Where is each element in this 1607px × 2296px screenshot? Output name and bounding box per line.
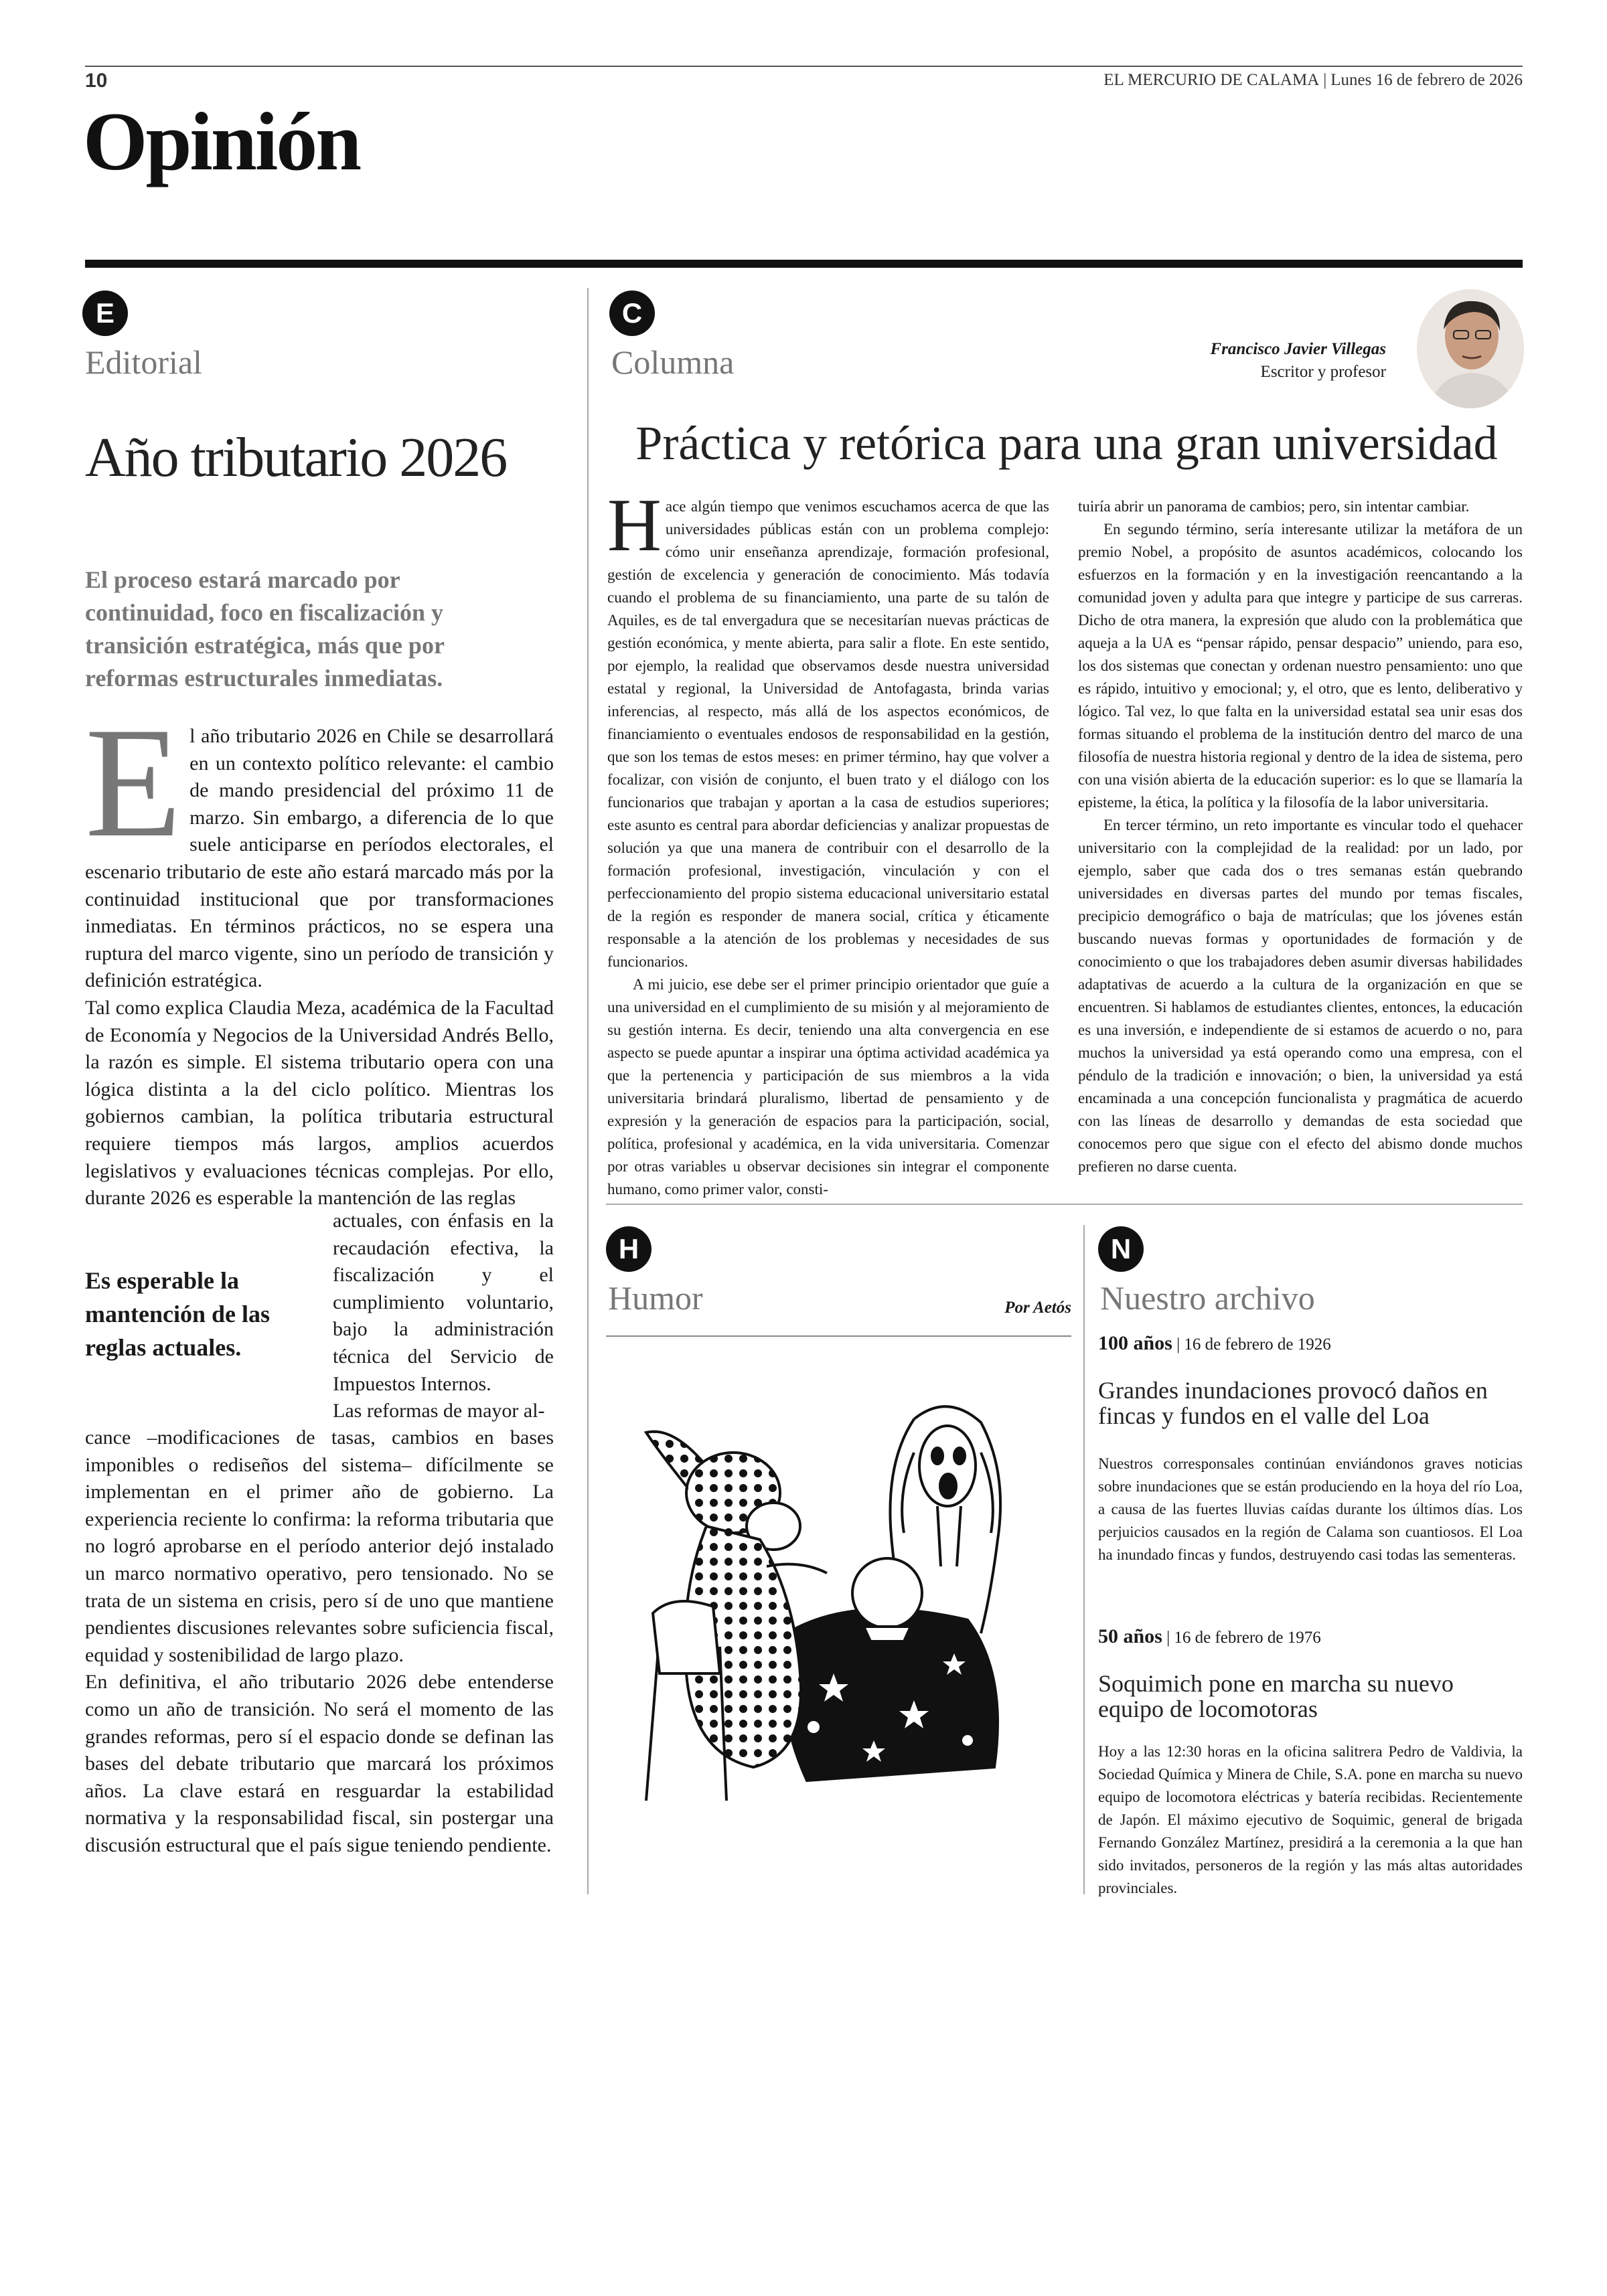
column-divider	[587, 288, 589, 1894]
editorial-pullquote: Es esperable la mantención de las reglas actuales.	[85, 1267, 271, 1361]
archive-item-body: Hoy a las 12:30 horas en la oficina salitrera Pedro de Valdivia, la Sociedad Química y Minera de Chile, S.A. pone en marcha su nuevo equipo de locomotora eléctricas y batería recibidas. Recientemente de Japón. El máximo ejecutivo de Soquimic, general de brigada Fernando González Martínez, presidirá a la ceremonia a la que han sido invitados, personeros de la región y las más altas autoridades provinciales.	[1098, 1743, 1523, 1896]
editorial-body-bottom	[85, 1424, 554, 1860]
archive-item-date-line: 50 años | 16 de febrero de 1976	[1098, 1625, 1321, 1647]
humor-archive-divider	[1083, 1225, 1085, 1894]
archive-item-date: 16 de febrero de 1926	[1184, 1335, 1331, 1354]
editorial-badge: E	[82, 291, 128, 336]
page-number: 10	[85, 70, 108, 92]
humor-kicker: Humor	[608, 1279, 703, 1317]
editorial-paragraph: Tal como explica Claudia Meza, académica de la Facultad de Economía y Negocios de la Universidad Andrés Bello, la razón es simple. El sistema tributario opera con una lógica distinta a la del ciclo político. Mientras los gobiernos cambian, la política tributaria estructural requiere tiempos más largos, amplios acuerdos legislativos y evaluaciones técnicas complejas. Por ello, durante 2026 es esperable la mantención de las reglas	[85, 996, 554, 1210]
column-paragraph: tuiría abrir un panorama de cambios; pero, sin intentar cambiar.	[1078, 498, 1470, 515]
editorial-paragraph: actuales, con énfasis en la recaudación efectiva, la fiscalización y el cumplimiento voluntario, bajo la administración técnica del Servicio de Impuestos Internos.	[333, 1210, 554, 1395]
editorial-paragraph: l año tributario 2026 en Chile se desarrollará en un contexto político relevante: el cambio de mando presidencial del próximo 11 de marzo. Sin embargo, a diferencia de lo que suele anticiparse en períodos electorales, el escenario tributario de este año estará marcado más por la continuidad institucional que por transformaciones inmediatas. En términos prácticos, no se espera una ruptura del marco vigente, sino un período de transición y definición estratégica.	[85, 725, 554, 992]
issue-date: Lunes 16 de febrero de 2026	[1330, 71, 1523, 89]
humor-badge: H	[606, 1226, 652, 1272]
editorial-title: Año tributario 2026	[85, 426, 507, 489]
archive-item-date: 16 de febrero de 1976	[1174, 1629, 1321, 1647]
editorial-paragraph: Las reformas de mayor al-	[333, 1400, 545, 1422]
section-rule	[85, 260, 1523, 268]
column-author: Francisco Javier Villegas	[1210, 340, 1386, 358]
archive-item-label: 50 años	[1098, 1625, 1162, 1647]
humor-rule	[606, 1335, 1071, 1337]
section-title: Opinión	[83, 96, 360, 187]
archive-kicker: Nuestro archivo	[1100, 1279, 1315, 1317]
editorial-kicker: Editorial	[85, 343, 202, 381]
archive-item-date-line: 100 años | 16 de febrero de 1926	[1098, 1332, 1331, 1354]
masthead	[1103, 71, 1523, 90]
archive-item-body: Nuestros corresponsales continúan enviándonos graves noticias sobre inundaciones que se están produciendo en la hoya del río Loa, a causa de las fuertes lluvias caídas durante los últimos días. Los perjuicios causados en la región de Calama son cuantiosos. El Loa ha inundado fincas y fundos, destruyendo casi todas las sementeras.	[1098, 1455, 1523, 1563]
archive-item-label: 100 años	[1098, 1332, 1172, 1354]
editorial-body-top	[85, 695, 554, 1212]
column-col1	[607, 484, 1049, 1201]
editorial-paragraph: cance –modificaciones de tasas, cambios en bases imponibles o rediseños del sistema– difícilmente se implementan en el primer año de gobierno. La experiencia reciente lo confirma: la reforma tributaria que no logró aprobarse en el período anterior dejó instalado un marco normativo operativo, pero tensionado. No se trata de un sistema en crisis, pero sí de uno que mantiene pendientes discusiones relevantes sobre suficiencia fiscal, equidad y sostenibilidad de largo plazo.	[85, 1426, 554, 1666]
column-author-role: Escritor y profesor	[1260, 363, 1386, 381]
column-badge: C	[609, 291, 655, 336]
editorial-paragraph: En definitiva, el año tributario 2026 debe entenderse como un año de transición. No será el momento de las grandes reformas, pero sí el espacio donde se definan las bases del debate tributario que marcará los próximos años. La clave estará en resguardar la estabilidad normativa y la responsabilidad fiscal, sin postergar una discusión estructural que el país sigue teniendo pendiente.	[85, 1671, 554, 1856]
column-title: Práctica y retórica para una gran universidad	[635, 416, 1498, 470]
editorial-lead: El proceso estará marcado por continuidad, foco en fiscalización y transición estratégica, más que por reformas estructurales inmediatas.	[85, 566, 445, 691]
column-paragraph: A mi juicio, ese debe ser el primer principio orientador que guíe a una universidad en el cumplimiento de su misión y al mejoramiento de su gestión interna. Es decir, teniendo una alta convergencia en ese aspecto se puede apuntar a inspirar una óptima actividad académica ya que la pertenencia y participación de sus miembros a la vida universitaria brindará pluralismo, libertad de pensamiento y de expresión y la generación de espacios para la participación, social, política, profesional y académica, en la vida universitaria. Comenzar por otras variables u observar decisiones sin integrar el componente humano, como primer valor, consti-	[607, 976, 1049, 1198]
newspaper-name: EL MERCURIO DE CALAMA	[1103, 71, 1320, 89]
column-bottom-rule	[606, 1204, 1523, 1205]
editorial-body-side	[333, 1208, 554, 1425]
archive-badge: N	[1098, 1226, 1144, 1272]
column-col2	[1078, 495, 1523, 1178]
column-paragraph: En tercer término, un reto importante es vincular todo el quehacer universitario con la complejidad de la realidad: por un lado, por ejemplo, saber que cada dos o tres semanas están quebrando universidades en diversas partes del mundo por temas fiscales, precipicio demográfico o baja de matrículas; que los jóvenes están buscando nuevas formas y oportunidades de formación y de conocimiento o que los trabajadores deben asumir diversas habilidades adaptativas de acuerdo a la cultura de la organización en que se encuentren. Si hablamos de estudiantes clientes, entonces, la educación es una inversión, e independiente de si estamos de acuerdo o no, para muchos la universidad ya está operando como una empresa, con el péndulo de la tradición e innovación; o bien, la universidad ya está encaminada a una concepción funcionalista y pragmática de acuerdo con las líneas de desarrollo y demandas de esta sociedad que conocemos pero que sigue con el efecto del abismo donde muchos prefieren no darse cuenta.	[1078, 817, 1523, 1175]
fortune-teller-cartoon-icon	[633, 1392, 1055, 1807]
author-portrait-icon	[1417, 289, 1524, 408]
column-kicker: Columna	[611, 343, 735, 381]
humor-credit: Por Aetós	[1004, 1299, 1071, 1317]
author-photo	[1417, 289, 1524, 408]
editorial-drop-cap: E	[85, 695, 182, 870]
archive-item-headline: Soquimich pone en marcha su nuevo equipo de locomotoras	[1098, 1670, 1454, 1722]
humor-cartoon	[633, 1392, 1055, 1807]
top-rule	[85, 66, 1523, 67]
column-drop-cap: H	[607, 484, 662, 567]
column-paragraph: ace algún tiempo que venimos escuchamos acerca de que las universidades públicas están con un problema complejo: cómo unir enseñanza aprendizaje, formación profesional, gestión de excelencia y generación de conocimiento. Más todavía cuando el problema de su financiamiento, una parte de su talón de Aquiles, es de tal envergadura que se necesitarían nuevas prácticas de gestión económica, y mente abierta, para salir a flote. En este sentido, por ejemplo, la realidad que observamos desde nuestra universidad estatal y regional, la Universidad de Antofagasta, brinda varias inferencias, al respecto, más allá de los aspectos económicos, de financiamiento o eventuales endosos de responsabilidad en la gestión, que son los temas de estos meses: en primer término, hay que volver a focalizar, con visión de conjunto, el buen trato y el diálogo con los funcionarios que trabajan y aportan a la casa de estudios superiores; este asunto es central para abordar deficiencias y analizar propuestas de solución ya que una manera de contribuir con el desarrollo de la formación profesional, investigación, vinculación y con el perfeccionamiento del propio sistema educacional universitario estatal de la región es responder de manera social, crítica y éticamente responsable a la atención de los problemas y necesidades de sus funcionarios.	[607, 498, 1049, 970]
archive-item-headline: Grandes inundaciones provocó daños en fincas y fundos en el valle del Loa	[1098, 1377, 1488, 1429]
column-paragraph: En segundo término, sería interesante utilizar la metáfora de un premio Nobel, a propósito de asuntos académicos, colocando los esfuerzos en la formación y en la investigación reencantando a la comunidad joven y adulta para que integre y participe de sus carreras. Dicho de otra manera, la expresión que aludo con la problemática que aqueja a la UA es “pensar rápido, pensar despacio” uniendo, para eso, los dos sistemas que conectan y ordenan nuestro pensamiento: uno que es rápido, intuitivo y emocional; y, el otro, que es lento, deliberativo y lógico. Tal vez, lo que falta en la universidad estatal sea unir esas dos formas situando el problema de la institución dentro del marco de una filosofía de nuestra historia regional y dentro de la idea de sistema, pero con una visión abierta de la educación superior: es lo que se llamaría la episteme, la ética, la política y la filosofía de la labor universitaria.	[1078, 521, 1523, 811]
masthead-separator: |	[1323, 71, 1327, 89]
